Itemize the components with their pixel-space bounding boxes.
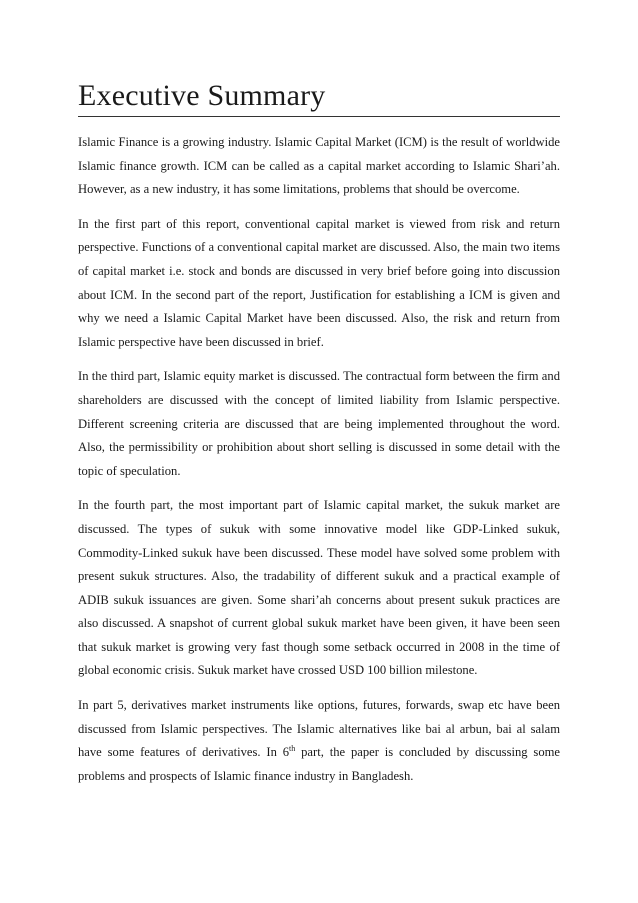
ordinal-superscript: th [289,744,296,754]
paragraph-part-three: In the third part, Islamic equity market is discussed. The contractual form between the firm and shareholders are discussed with the concept of limited liability from Islamic perspective. Different screening criteria are discussed that are being implemented throughout the word. Also, the permissibility or prohibition about short selling is discussed in some detail with the topic of speculation. [78,369,560,478]
paragraph-text-end: part, the paper is concluded by discussing some problems and prospects of Islamic finance industry in Bangladesh. [78,745,561,783]
paragraph-part-four: In the fourth part, the most important part of Islamic capital market, the sukuk market are discussed. The types of sukuk with some innovative model like GDP-Linked sukuk, Commodity-Linked sukuk have been discussed. These model have solved some problem with present sukuk structures. Also, the tradability of different sukuk and a practical example of ADIB sukuk issuances are given. Some shari’ah concerns about present sukuk practices are also discussed. A snapshot of current global sukuk market have been given, it have been seen that sukuk market is growing very fast though some setback occurred in 2008 in the time of global economic crisis. Sukuk market have crossed USD 100 billion milestone. [78,498,560,678]
paragraph-text-start: In part 5, derivatives market instruments like options, futures, forwards, swap etc have been discussed from Islamic perspectives. The Islamic alternatives like bai al arbun, bai al salam have some features of derivatives. In 6 [78,698,560,760]
paragraph-part-one-two: In the first part of this report, conventional capital market is viewed from risk and return perspective. Functions of a conventional capital market are discussed. Also, the main two items of capital market i.e. stock and bonds are discussed in very brief before going into discussion about ICM. In the second part of the report, Justification for establishing a ICM is given and why we need a Islamic Capital Market have been discussed. Also, the risk and return from Islamic perspective have been discussed in brief. [78,216,560,349]
paragraph-part-five-six [78,694,560,788]
paragraph-intro: Islamic Finance is a growing industry. Islamic Capital Market (ICM) is the result of worldwide Islamic finance growth. ICM can be called as a capital market according to Islamic Shari’ah. However, as a new industry, it has some limitations, problems that should be overcome. [78,135,560,197]
document-body [78,131,560,788]
document-page [78,78,560,799]
page-title: Executive Summary [78,78,560,117]
